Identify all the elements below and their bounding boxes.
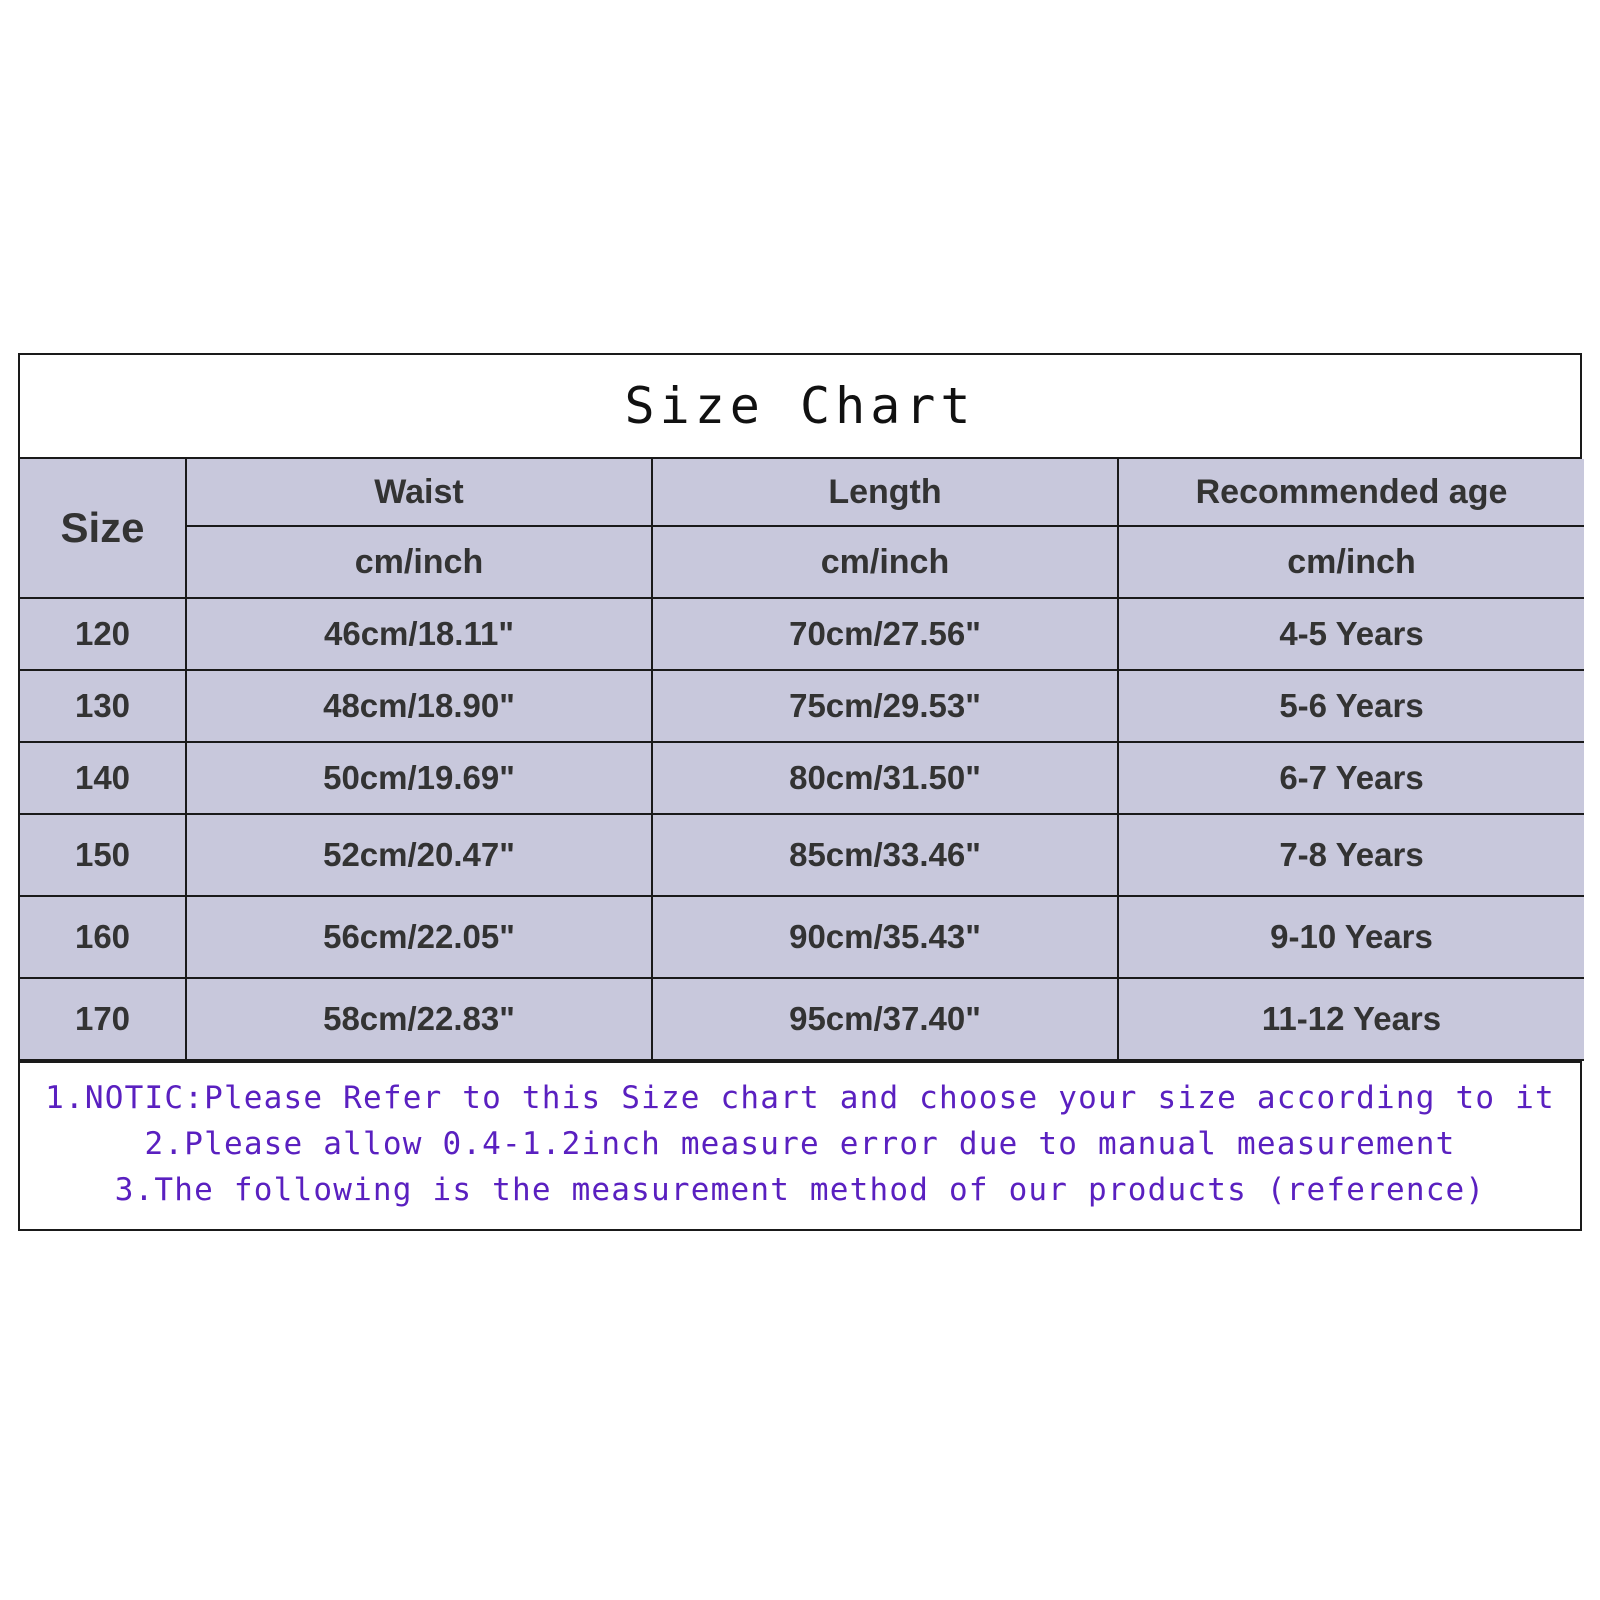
age-cell: 7-8 Years [1118, 814, 1584, 896]
waist-cell: 46cm/18.11" [186, 598, 652, 670]
table-header-row [20, 459, 1584, 526]
table-row [20, 742, 1584, 814]
size-cell: 150 [20, 814, 186, 896]
note-line: 3.The following is the measurement method of our products (reference) [114, 1172, 1486, 1208]
age-cell: 6-7 Years [1118, 742, 1584, 814]
size-cell: 140 [20, 742, 186, 814]
waist-cell: 56cm/22.05" [186, 896, 652, 978]
chart-title: Size Chart [20, 355, 1580, 459]
length-column-header: Length [652, 459, 1118, 526]
length-cell: 90cm/35.43" [652, 896, 1118, 978]
size-chart [18, 353, 1582, 1231]
size-cell: 170 [20, 978, 186, 1060]
age-cell: 9-10 Years [1118, 896, 1584, 978]
table-row [20, 978, 1584, 1060]
note-line: 2.Please allow 0.4-1.2inch measure error due to manual measurement [144, 1126, 1456, 1162]
waist-cell: 50cm/19.69" [186, 742, 652, 814]
age-column-header: Recommended age [1118, 459, 1584, 526]
size-table [20, 459, 1584, 1061]
waist-cell: 48cm/18.90" [186, 670, 652, 742]
table-unit-row [20, 526, 1584, 598]
waist-unit-header: cm/inch [186, 526, 652, 598]
length-cell: 80cm/31.50" [652, 742, 1118, 814]
age-cell: 5-6 Years [1118, 670, 1584, 742]
age-unit-header: cm/inch [1118, 526, 1584, 598]
size-cell: 160 [20, 896, 186, 978]
length-unit-header: cm/inch [652, 526, 1118, 598]
length-cell: 85cm/33.46" [652, 814, 1118, 896]
note-line: 1.NOTIC:Please Refer to this Size chart and choose your size according to it [45, 1080, 1555, 1116]
size-cell: 120 [20, 598, 186, 670]
table-row [20, 896, 1584, 978]
waist-cell: 58cm/22.83" [186, 978, 652, 1060]
waist-column-header: Waist [186, 459, 652, 526]
length-cell: 95cm/37.40" [652, 978, 1118, 1060]
size-cell: 130 [20, 670, 186, 742]
age-cell: 4-5 Years [1118, 598, 1584, 670]
waist-cell: 52cm/20.47" [186, 814, 652, 896]
size-column-header: Size [20, 459, 186, 598]
table-row [20, 598, 1584, 670]
length-cell: 70cm/27.56" [652, 598, 1118, 670]
notes-section [20, 1061, 1580, 1213]
age-cell: 11-12 Years [1118, 978, 1584, 1060]
table-row [20, 814, 1584, 896]
table-row [20, 670, 1584, 742]
length-cell: 75cm/29.53" [652, 670, 1118, 742]
